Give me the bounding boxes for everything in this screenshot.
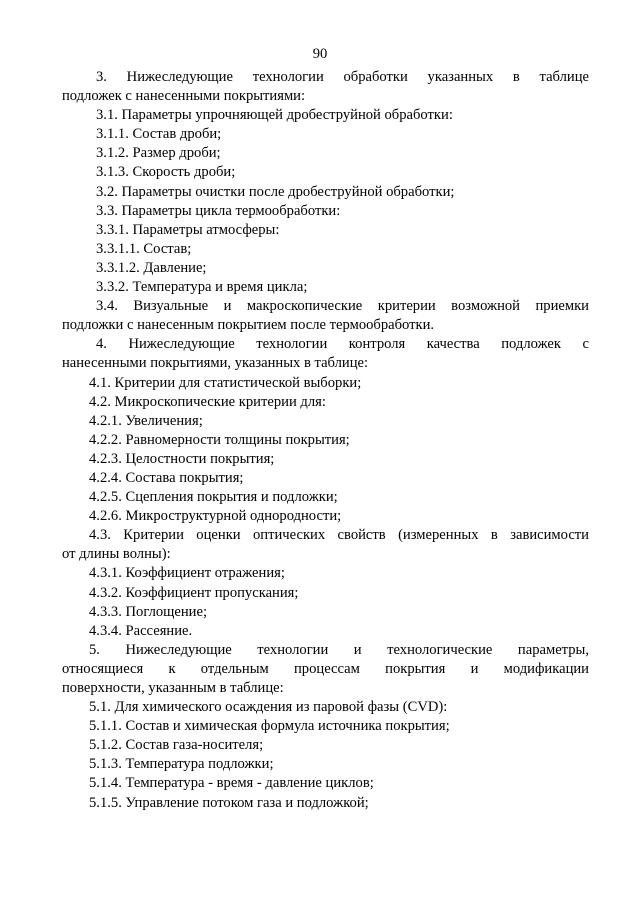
text-line: 4.3.2. Коэффициент пропускания; [89, 584, 299, 601]
text-line: подложек с нанесенными покрытиями: [62, 88, 306, 105]
text-line: 4.2.5. Сцепления покрытия и подложки; [89, 489, 338, 506]
document-body [62, 68, 589, 813]
text-line: нанесенными покрытиями, указанных в таблице: [62, 355, 369, 372]
text-line: от длины волны): [62, 546, 171, 563]
text-line: 3. Нижеследующие технологии обработки указанных в таблице [96, 69, 589, 85]
text-line: 5. Нижеследующие технологии и технологические параметры, [89, 641, 589, 658]
text-line: 4.3.4. Рассеяние. [89, 622, 193, 639]
text-line: 3.3. Параметры цикла термообработки: [96, 202, 341, 219]
text-line: 3.3.1.1. Состав; [96, 240, 192, 257]
text-line: 4.2.1. Увеличения; [89, 412, 203, 429]
text-line: 4. Нижеследующие технологии контроля качества подложек с [96, 336, 589, 353]
text-line: 5.1.1. Состав и химическая формула источника покрытия; [89, 718, 450, 735]
text-line: 3.1.2. Размер дроби; [96, 145, 221, 162]
text-line: поверхности, указанным в таблице: [62, 680, 284, 696]
page-number: 90 [312, 46, 328, 62]
text-line: 4.1. Критерии для статистической выборки; [89, 374, 362, 391]
text-line: подложки с нанесенным покрытием после термообработки. [62, 317, 435, 334]
text-line: 3.1. Параметры упрочняющей дробеструйной обработки: [96, 107, 453, 124]
text-line: 4.2.4. Состава покрытия; [89, 469, 244, 486]
text-line: 3.4. Визуальные и макроскопические критерии возможной приемки [96, 298, 589, 315]
text-line: 5.1. Для химического осаждения из паровой фазы (CVD): [89, 699, 448, 716]
text-line: 3.2. Параметры очистки после дробеструйной обработки; [96, 183, 455, 200]
text-line: 5.1.4. Температура - время - давление циклов; [89, 775, 374, 792]
text-line: относящиеся к отдельным процессам покрытия и модификации [62, 660, 589, 677]
text-line: 4.3.3. Поглощение; [89, 603, 208, 620]
text-line: 5.1.2. Состав газа-носителя; [89, 737, 264, 754]
text-line: 5.1.5. Управление потоком газа и подложкой; [89, 794, 369, 811]
text-line: 3.3.1.2. Давление; [96, 259, 207, 276]
text-line: 3.3.2. Температура и время цикла; [96, 279, 308, 296]
text-line: 3.1.1. Состав дроби; [96, 126, 222, 143]
text-line: 4.3.1. Коэффициент отражения; [89, 565, 285, 582]
text-line: 4.2.3. Целостности покрытия; [89, 450, 275, 467]
text-line: 4.2.6. Микроструктурной однородности; [89, 508, 342, 525]
text-line: 4.3. Критерии оценки оптических свойств (измеренных в зависимости [89, 527, 589, 544]
text-line: 4.2.2. Равномерности толщины покрытия; [89, 431, 350, 448]
text-line: 4.2. Микроскопические критерии для: [89, 393, 326, 410]
text-line: 5.1.3. Температура подложки; [89, 756, 274, 773]
text-line: 3.1.3. Скорость дроби; [96, 164, 236, 181]
text-line: 3.3.1. Параметры атмосферы: [96, 221, 280, 238]
